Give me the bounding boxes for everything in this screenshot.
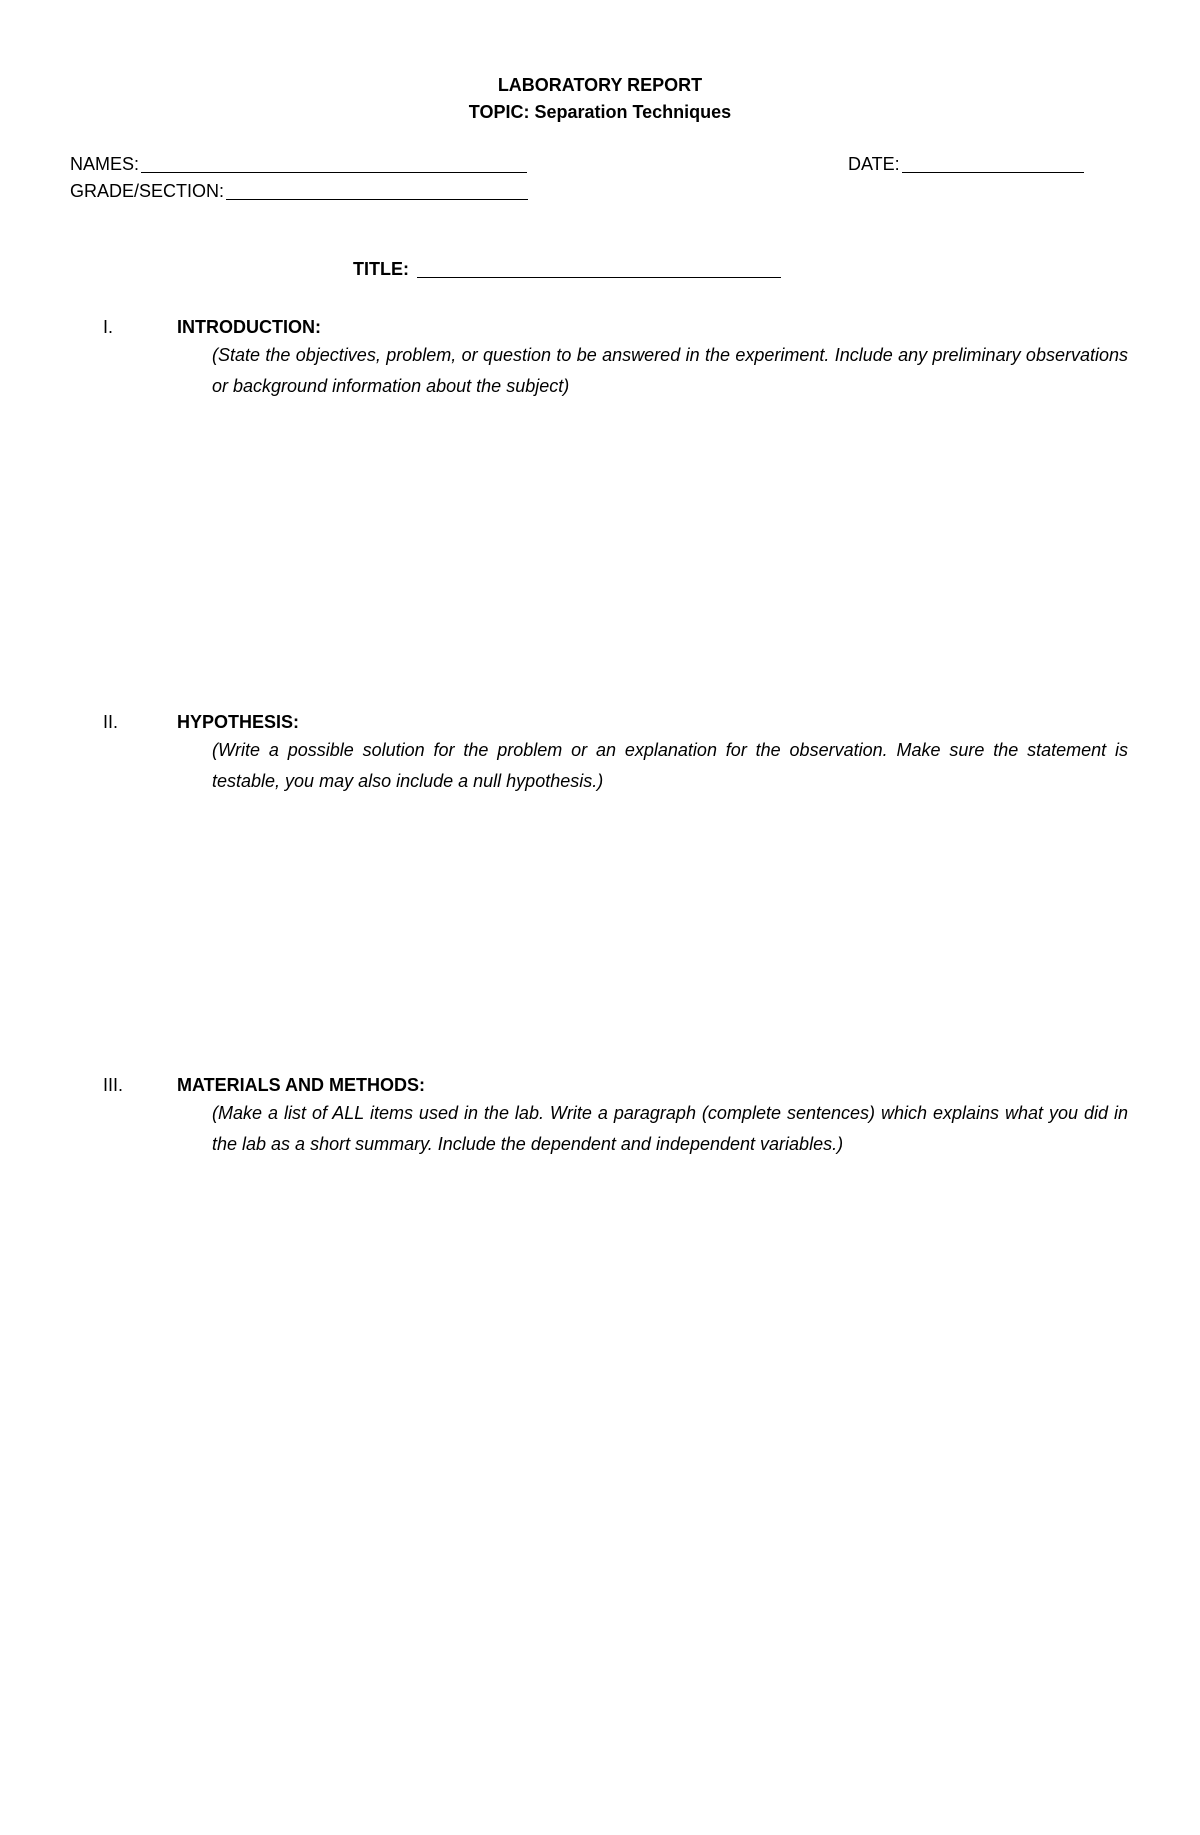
section-heading-materials-methods: MATERIALS AND METHODS: — [177, 1075, 425, 1095]
section-instructions-introduction: (State the objectives, problem, or question to be answered in the experiment. Include any preliminary observations or background information about the subject) — [212, 345, 1128, 396]
section-instructions-hypothesis: (Write a possible solution for the problem or an explanation for the observation. Make sure the statement is testable, you may also include a null hypothesis.) — [212, 740, 1128, 791]
names-field — [70, 153, 527, 175]
title-blank-line[interactable] — [417, 259, 781, 278]
grade-section-field — [70, 180, 528, 202]
section-number-introduction: I. — [103, 317, 114, 337]
section-number-materials-methods: III. — [103, 1075, 124, 1095]
section-instructions-materials-methods: (Make a list of ALL items used in the lab. Write a paragraph (complete sentences) which explains what you did in the lab as a short summary. Include the dependent and independent variables.) — [212, 1103, 1128, 1154]
title-field — [353, 258, 781, 280]
names-blank-line[interactable] — [141, 154, 527, 173]
section-heading-introduction: INTRODUCTION: — [177, 317, 321, 337]
title-label: TITLE: — [353, 259, 409, 279]
date-label: DATE: — [848, 154, 900, 174]
names-label: NAMES: — [70, 154, 140, 174]
date-field — [848, 153, 1084, 175]
report-title: LABORATORY REPORT — [497, 75, 703, 95]
grade-section-blank-line[interactable] — [226, 181, 528, 200]
grade-section-label: GRADE/SECTION: — [70, 181, 225, 201]
section-number-hypothesis: II. — [103, 712, 119, 732]
report-topic: TOPIC: Separation Techniques — [468, 102, 732, 122]
section-heading-hypothesis: HYPOTHESIS: — [177, 712, 300, 732]
date-blank-line[interactable] — [902, 154, 1084, 173]
